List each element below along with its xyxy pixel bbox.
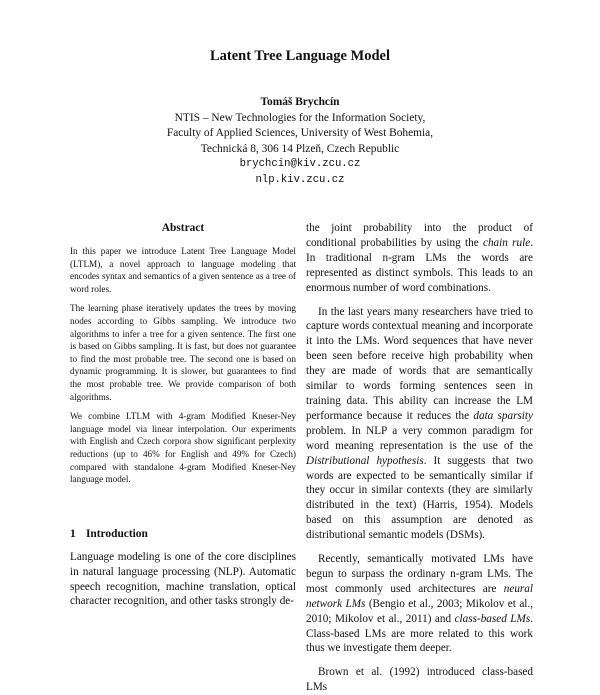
- body-paragraph-2: In the last years many researchers have tried to capture words contextual meaning and incorporate it into the LMs. Word sequences that have never been seen before receive high probability when they are made of words that are semantically similar to words forming sentences seen in training data. This ability can increase the LM performance because it reduces the data sparsity problem. In NLP a very common paradigm for word meaning representation is the use of the Distributional hypothesis. It suggests that two words are expected to be semantically similar if they occur in similar contexts (they are similarly distributed in the text) (Harris, 1954). Models based on this assumption are denoted as distributional semantic models (DSMs).: [306, 305, 533, 542]
- author-name: Tomáš Brychcín: [260, 96, 340, 108]
- left-column: [70, 0, 296, 608]
- introduction-paragraph-1: Language modeling is one of the core disciplines in natural language processing (NLP). Automatic speech recognition, machine translation, optical character recognition, and other tasks strongly de-: [70, 551, 296, 608]
- body-paragraph-3: Recently, semantically motivated LMs have begun to surpass the ordinary n-gram LMs. The most commonly used architectures are neural network LMs (Bengio et al., 2003; Mikolov et al., 2010; Mikolov et al., 2011) and class-based LMs. Class-based LMs are more related to this work thus we investigate them deeper.: [306, 553, 533, 655]
- paper-title: Latent Tree Language Model: [209, 48, 391, 64]
- term-data-sparsity: data sparsity: [473, 409, 533, 422]
- introduction-body: [70, 550, 296, 609]
- abstract-paragraph-2: The learning phase iteratively updates the trees by moving nodes according to Gibbs sampling. We introduce two algorithms to infer a tree for a given sentence. The first one is based on Gibbs sampling. It is fast, but does not guarantee to find the most probable tree. The second one is based on dynamic programming. It is slower, but guarantees to find the most probable tree. We provide comparison of both algorithms.: [70, 303, 296, 402]
- affiliation-line-2: Faculty of Applied Sciences, University of West Bohemia,: [166, 127, 434, 139]
- section-heading-introduction: [70, 528, 148, 540]
- right-column: [306, 221, 533, 695]
- author-email: brychcin@kiv.zcu.cz: [239, 158, 361, 170]
- section-title: Introduction: [86, 528, 148, 540]
- section-number: 1: [70, 528, 76, 540]
- abstract-paragraph-1: In this paper we introduce Latent Tree Language Model (LTLM), a novel approach to language modeling that encodes syntax and semantics of a given sentence as a tree of word roles.: [70, 246, 296, 294]
- abstract-body: [70, 245, 296, 493]
- body-paragraph-1: the joint probability into the product of conditional probabilities by using the chain rule. In traditional n-gram LMs the words are represented as distinct symbols. This leads to an enormous number of word combinations.: [306, 222, 533, 294]
- affiliation-line-1: NTIS – New Technologies for the Information Society,: [174, 111, 426, 124]
- term-chain-rule: chain rule: [483, 236, 531, 249]
- author-website: nlp.kiv.zcu.cz: [255, 173, 345, 186]
- abstract-heading: Abstract: [161, 222, 205, 234]
- term-neural-network-lms: neural network LMs: [306, 582, 533, 610]
- affiliation-line-3: Technická 8, 306 14 Plzeň, Czech Republic: [200, 142, 400, 155]
- body-paragraph-4: Brown et al. (1992) introduced class-based LMs: [306, 666, 533, 694]
- term-distributional-hypothesis: Distributional hypothesis: [306, 454, 424, 467]
- term-class-based-lms: class-based LMs: [454, 612, 531, 625]
- abstract-paragraph-3: We combine LTLM with 4-gram Modified Kneser-Ney language model via linear interpolation. Our experiments with English and Czech corpora show significant perplexity reductions (up to 46% for English and 49% for Czech) compared with standalone 4-gram Modified Kneser-Ney language model.: [70, 411, 296, 485]
